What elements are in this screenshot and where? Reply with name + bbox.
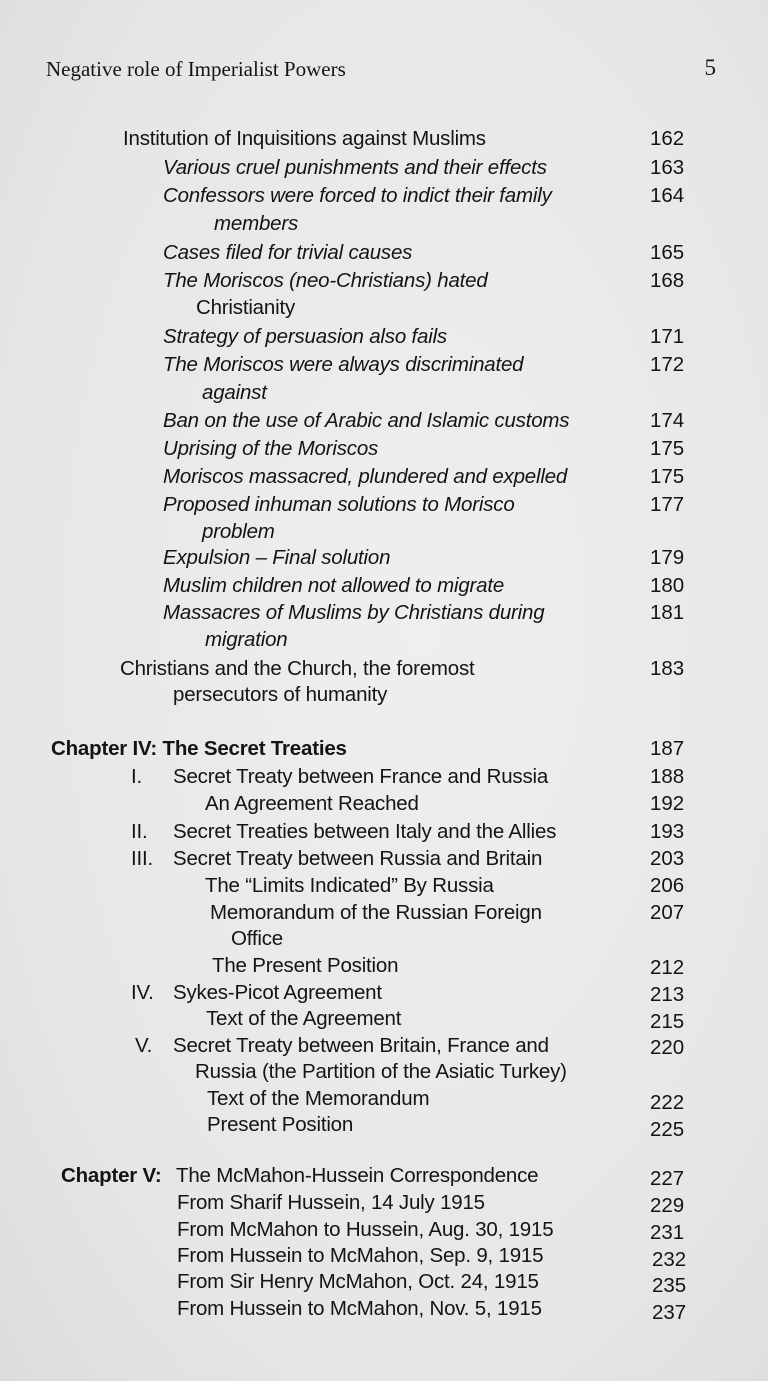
section-numeral: II. bbox=[131, 820, 148, 843]
toc-entry-text: From Hussein to McMahon, Nov. 5, 1915 bbox=[177, 1297, 542, 1320]
toc-entry-page: 171 bbox=[650, 325, 685, 348]
running-title: Negative role of Imperialist Powers bbox=[46, 57, 346, 81]
running-header bbox=[46, 57, 716, 89]
toc-entry-text: Cases filed for trivial causes bbox=[163, 241, 413, 264]
toc-entry-text: Various cruel punishments and their effects bbox=[163, 156, 547, 179]
toc-entry-text: Secret Treaty between Britain, France and bbox=[173, 1034, 549, 1057]
toc-entry-continuation: Office bbox=[231, 927, 283, 950]
toc-entry-text: The Moriscos (neo-Christians) hated bbox=[163, 269, 488, 292]
toc-entry-text: From Sir Henry McMahon, Oct. 24, 1915 bbox=[177, 1270, 539, 1293]
toc-entry-page: 183 bbox=[650, 657, 685, 680]
toc-entry-page: 175 bbox=[650, 437, 685, 460]
section-numeral: I. bbox=[131, 765, 142, 788]
toc-entry-continuation: members bbox=[214, 212, 299, 235]
toc-entry-text: Confessors were forced to indict their family bbox=[163, 184, 552, 207]
toc-entry-text: Moriscos massacred, plundered and expelled bbox=[163, 465, 568, 488]
toc-entry-page: 179 bbox=[650, 546, 685, 569]
toc-entry-text: Muslim children not allowed to migrate bbox=[163, 574, 505, 597]
toc-entry-page: 215 bbox=[650, 1010, 685, 1033]
toc-entry-page: 165 bbox=[650, 241, 685, 264]
toc-entry-text: Massacres of Muslims by Christians during bbox=[163, 601, 545, 624]
toc-entry-text: Ban on the use of Arabic and Islamic customs bbox=[163, 409, 570, 432]
toc-entry-text: From McMahon to Hussein, Aug. 30, 1915 bbox=[177, 1218, 554, 1241]
toc-entry-text: Secret Treaty between Russia and Britain bbox=[173, 847, 543, 870]
toc-entry-text: From Sharif Hussein, 14 July 1915 bbox=[177, 1191, 485, 1214]
toc-entry-page: 212 bbox=[650, 956, 685, 979]
toc-entry-text: Text of the Agreement bbox=[206, 1007, 402, 1030]
toc-entry-page: 181 bbox=[650, 601, 685, 624]
toc-entry-continuation: problem bbox=[202, 520, 275, 543]
toc-entry-text: Text of the Memorandum bbox=[207, 1087, 430, 1110]
toc-entry-page: 222 bbox=[650, 1091, 685, 1114]
chapter-heading: The McMahon-Hussein Correspondence bbox=[176, 1164, 539, 1187]
toc-entry-page: 162 bbox=[650, 127, 685, 150]
toc-entry-continuation: against bbox=[202, 381, 267, 404]
toc-entry-page: 232 bbox=[652, 1248, 687, 1271]
toc-entry-page: 174 bbox=[650, 409, 685, 432]
toc-entry-page: 229 bbox=[650, 1194, 685, 1217]
toc-entry-text: The “Limits Indicated” By Russia bbox=[205, 874, 494, 897]
toc-entry-page: 188 bbox=[650, 765, 685, 788]
toc-entry-text: Memorandum of the Russian Foreign bbox=[210, 901, 542, 924]
toc-entry-page: 206 bbox=[650, 874, 685, 897]
toc-entry-text: Proposed inhuman solutions to Morisco bbox=[163, 493, 515, 516]
toc-entry-text: Strategy of persuasion also fails bbox=[163, 325, 447, 348]
toc-entry-page: 227 bbox=[650, 1167, 685, 1190]
toc-entry-text: An Agreement Reached bbox=[205, 792, 419, 815]
toc-entry-page: 163 bbox=[650, 156, 685, 179]
toc-entry-page: 168 bbox=[650, 269, 685, 292]
chapter-label: Chapter V: bbox=[61, 1164, 162, 1187]
toc-entry-continuation: Russia (the Partition of the Asiatic Turkey) bbox=[195, 1060, 567, 1083]
toc-entry-page: 213 bbox=[650, 983, 685, 1006]
toc-entry-page: 175 bbox=[650, 465, 685, 488]
toc-entry-page: 177 bbox=[650, 493, 685, 516]
toc-entry-page: 192 bbox=[650, 792, 685, 815]
section-numeral: IV. bbox=[131, 981, 154, 1004]
section-numeral: III. bbox=[131, 847, 153, 870]
chapter-heading: Chapter IV: The Secret Treaties bbox=[51, 737, 347, 760]
toc-entry-text: Uprising of the Moriscos bbox=[163, 437, 379, 460]
toc-entry-text: Christians and the Church, the foremost bbox=[120, 657, 475, 680]
toc-entry-page: 172 bbox=[650, 353, 685, 376]
toc-entry-continuation: persecutors of humanity bbox=[173, 683, 388, 706]
toc-entry-page: 193 bbox=[650, 820, 685, 843]
toc-entry-page: 180 bbox=[650, 574, 685, 597]
section-numeral: V. bbox=[135, 1034, 153, 1057]
toc-entry-text: From Hussein to McMahon, Sep. 9, 1915 bbox=[177, 1244, 544, 1267]
toc-entry-text: The Present Position bbox=[212, 954, 399, 977]
toc-entry-page: 203 bbox=[650, 847, 685, 870]
toc-entry-text: Institution of Inquisitions against Muslims bbox=[123, 127, 486, 150]
toc-entry-continuation: migration bbox=[205, 628, 288, 651]
toc-entry-text: Sykes-Picot Agreement bbox=[173, 981, 382, 1004]
toc-entry-page: 207 bbox=[650, 901, 685, 924]
toc-entry-page: 225 bbox=[650, 1118, 685, 1141]
toc-entry-page: 220 bbox=[650, 1036, 685, 1059]
toc-entry-page: 164 bbox=[650, 184, 685, 207]
toc-entry-page: 231 bbox=[650, 1221, 685, 1244]
toc-entry-text: Expulsion – Final solution bbox=[163, 546, 391, 569]
toc-entry-page: 235 bbox=[652, 1274, 687, 1297]
toc-entry-text: Secret Treaty between France and Russia bbox=[173, 765, 549, 788]
toc-entry-page: 187 bbox=[650, 737, 685, 760]
toc-entry-text: Secret Treaties between Italy and the Allies bbox=[173, 820, 557, 843]
page-number: 5 bbox=[704, 55, 716, 80]
toc-entry-continuation: Christianity bbox=[196, 296, 295, 319]
toc-entry-page: 237 bbox=[652, 1301, 687, 1324]
toc-entry-text: Present Position bbox=[207, 1113, 354, 1136]
toc-entry-text: The Moriscos were always discriminated bbox=[163, 353, 524, 376]
